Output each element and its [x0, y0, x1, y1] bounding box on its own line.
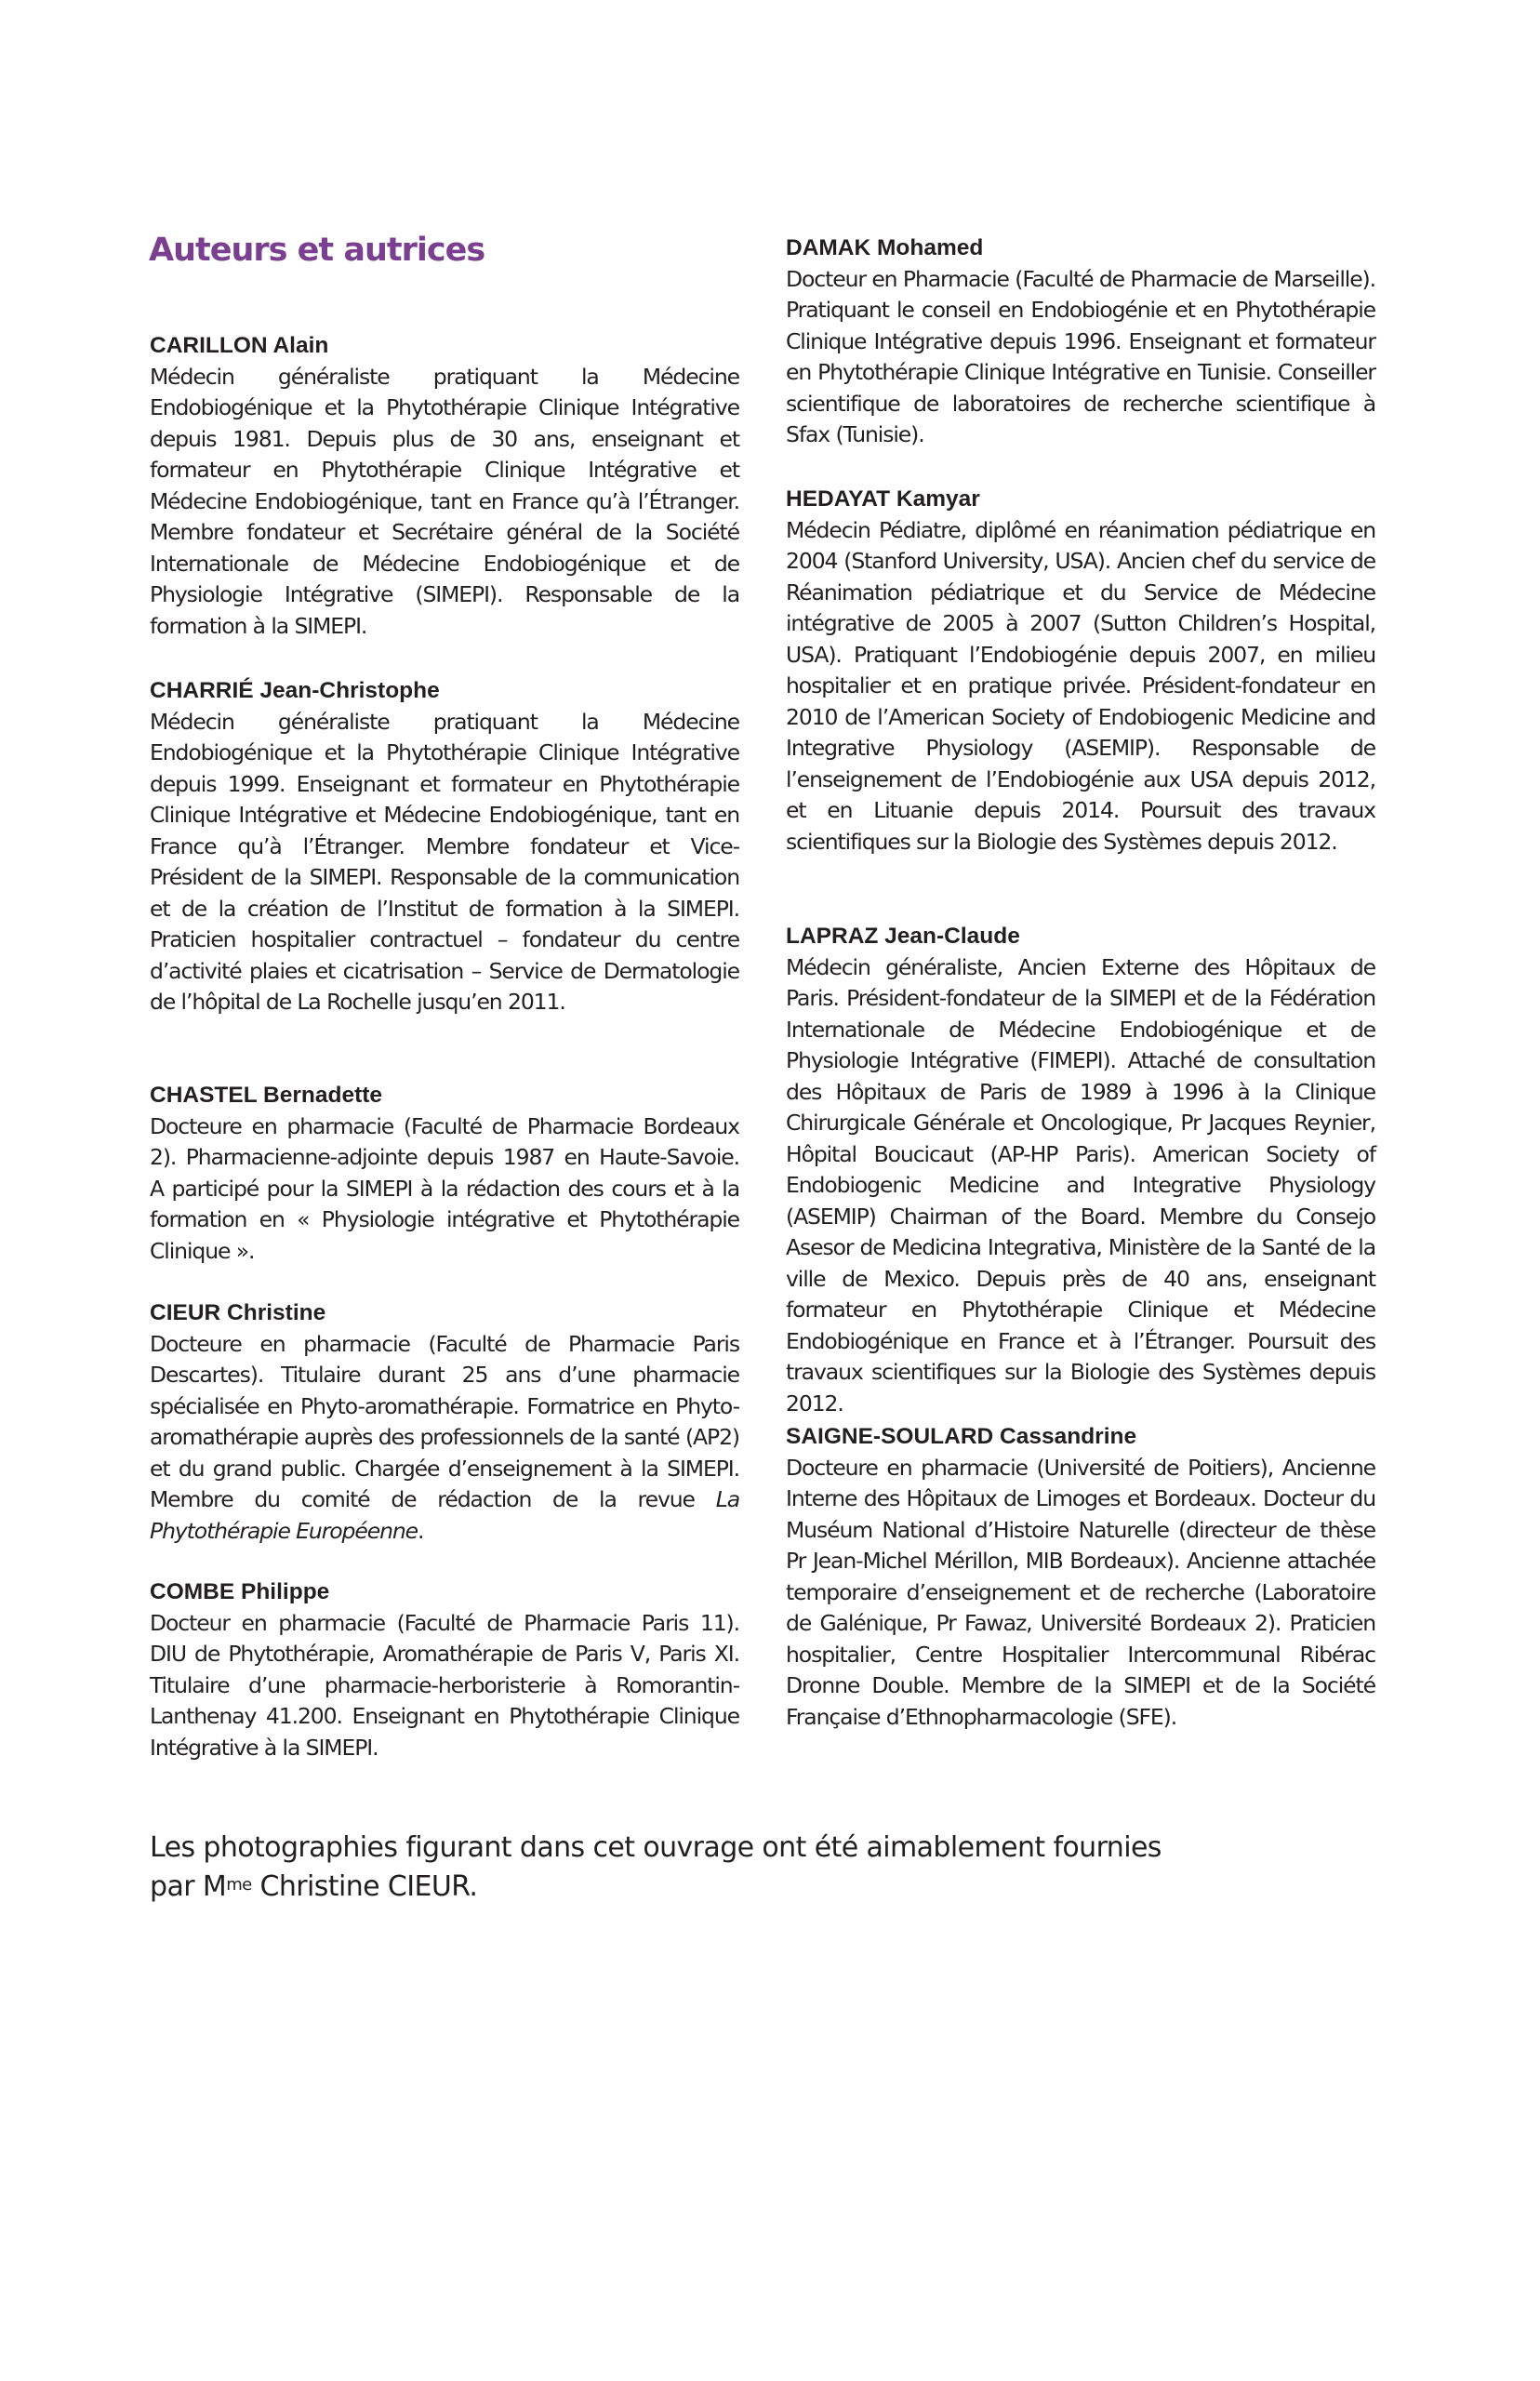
author-bio: Docteure en pharmacie (Faculté de Pharmacie Bordeaux 2). Pharmacienne-adjointe depuis 1987 en Haute-Savoie. A participé pour la SIMEPI à la rédaction des cours et à la formation en « Physiologie intégrative et Phytothérapie Clinique ». [150, 1112, 739, 1264]
author-name: CARILLON Alain [150, 333, 329, 358]
author-entry-saigne-soulard [786, 1421, 1375, 1733]
author-name: CHASTEL Bernadette [150, 1083, 383, 1108]
credits-line-2-start: par M [150, 1870, 227, 1903]
bio-text: Docteure en pharmacie (Faculté de Pharmacie Paris Descartes). Titulaire durant 25 ans d’une pharmacie spécialisée en Phyto-aromathérapie. Formatrice en Phyto-aromathérapie auprès des professionnels de la santé (AP2) et du grand public. Chargée d’enseignement à la SIMEPI. Membre du comité de rédaction de la revue [150, 1330, 739, 1512]
author-bio: Docteur en Pharmacie (Faculté de Pharmacie de Marseille). Pratiquant le conseil en Endobiogénie et en Phytothérapie Clinique Intégrative depuis 1996. Enseignant et formateur en Phytothérapie Clinique Intégrative en Tunisie. Conseiller scientifique de laboratoires de recherche scientifique à Sfax (Tunisie). [786, 265, 1375, 447]
author-name: CIEUR Christine [150, 1300, 326, 1325]
credits-line-1: Les photographies figurant dans cet ouvrage ont été aimablement fournies [150, 1831, 1162, 1864]
author-entry-lapraz [786, 921, 1375, 1419]
author-name: LAPRAZ Jean-Claude [786, 924, 1020, 949]
author-bio: Docteure en pharmacie (Université de Poitiers), Ancienne Interne des Hôpitaux de Limoges et Bordeaux. Docteur du Muséum National d’Histoire Naturelle (directeur de thèse Pr Jean-Michel Mérillon, MIB Bordeaux). Ancienne attachée temporaire d’enseignement et de recherche (Laboratoire de Galénique, Pr Fawaz, Université Bordeaux 2). Praticien hospitalier, Centre Hospitalier Intercommunal Ribérac Dronne Double. Membre de la SIMEPI et de la Société Française d’Ethnopharmacologie (SFE). [786, 1454, 1375, 1730]
author-bio: Médecin généraliste pratiquant la Médecine Endobiogénique et la Phytothérapie Clinique Intégrative depuis 1981. Depuis plus de 30 ans, enseignant et formateur en Phytothérapie Clinique Intégrative et Médecine Endobiogénique, tant en France qu’à l’Étranger. Membre fondateur et Secrétaire général de la Société Internationale de Médecine Endobiogénique et de Physiologie Intégrative (SIMEPI). Responsable de la formation à la SIMEPI. [150, 363, 739, 639]
author-entry-cieur [150, 1297, 739, 1547]
journal-title: La Phytothérapie Européenne [150, 1486, 739, 1544]
author-entry-charrie [150, 675, 739, 1018]
author-bio: Médecin Pédiatre, diplômé en réanimation pédiatrique en 2004 (Stanford University, USA). Ancien chef du service de Réanimation pédiatrique et du Service de Médecine intégrative de 2005 à 2007 (Sutton Children’s Hospital, USA). Pratiquant l’Endobiogénie depuis 2007, en milieu hospitalier et en pratique privée. Président-fondateur en 2010 de l’American Society of Endobiogenic Medicine and Integrative Physiology (ASEMIP). Responsable de l’enseignement de l’Endobiogénie aux USA depuis 2012, et en Lituanie depuis 2014. Poursuit des travaux scientifiques sur la Biologie des Systèmes depuis 2012. [786, 516, 1375, 855]
author-entry-chastel [150, 1080, 739, 1267]
author-bio: Médecin généraliste pratiquant la Médecine Endobiogénique et la Phytothérapie Clinique Intégrative depuis 1999. Enseignant et formateur en Phytothérapie Clinique Intégrative et Médecine Endobiogénique, tant en France qu’à l’Étranger. Membre fondateur et Vice-Président de la SIMEPI. Responsable de la communication et de la création de l’Institut de formation à la SIMEPI. Praticien hospitalier contractuel – fondateur du centre d’activité plaies et cicatrisation – Service de Dermatologie de l’hôpital de La Rochelle jusqu’en 2011. [150, 708, 739, 1015]
author-entry-carillon [150, 330, 739, 642]
author-entry-combe [150, 1576, 739, 1763]
credits-superscript: me [226, 1875, 252, 1895]
author-name: DAMAK Mohamed [786, 235, 984, 260]
bio-text-end: . [418, 1517, 424, 1544]
author-bio [150, 1329, 739, 1548]
author-bio: Médecin généraliste, Ancien Externe des Hôpitaux de Paris. Président-fondateur de la SIMEPI et de la Fédération Internationale de Médecine Endobiogénique et de Physiologie Intégrative (FIMEPI). Attaché de consultation des Hôpitaux de Paris de 1989 à 1996 à la Clinique Chirurgicale Générale et Oncologique, Pr Jacques Reynier, Hôpital Boucicaut (AP-HP Paris). American Society of Endobiogenic Medicine and Integrative Physiology (ASEMIP) Chairman of the Board. Membre du Consejo Asesor de Medicina Integrativa, Ministère de la Santé de la ville de Mexico. Depuis près de 40 ans, enseignant formateur en Phytothérapie Clinique et Médecine Endobiogénique en France et à l’Étranger. Poursuit des travaux scientifiques sur la Biologie des Systèmes depuis 2012. [786, 953, 1375, 1417]
photo-credits [150, 1829, 1266, 1907]
author-entry-damak [786, 233, 1375, 451]
author-name: SAIGNE-SOULARD Cassandrine [786, 1424, 1137, 1449]
author-name: CHARRIÉ Jean-Christophe [150, 678, 440, 703]
author-entry-hedayat [786, 484, 1375, 858]
credits-line-2-end: Christine CIEUR. [251, 1870, 478, 1903]
section-title: Auteurs et autrices [149, 232, 485, 269]
author-name: COMBE Philippe [150, 1579, 330, 1604]
author-bio: Docteur en pharmacie (Faculté de Pharmacie Paris 11). DIU de Phytothérapie, Aromathérapie de Paris V, Paris XI. Titulaire d’une pharmacie-herboristerie à Romorantin-Lanthenay 41.200. Enseignant en Phytothérapie Clinique Intégrative à la SIMEPI. [150, 1609, 739, 1761]
author-name: HEDAYAT Kamyar [786, 486, 980, 512]
